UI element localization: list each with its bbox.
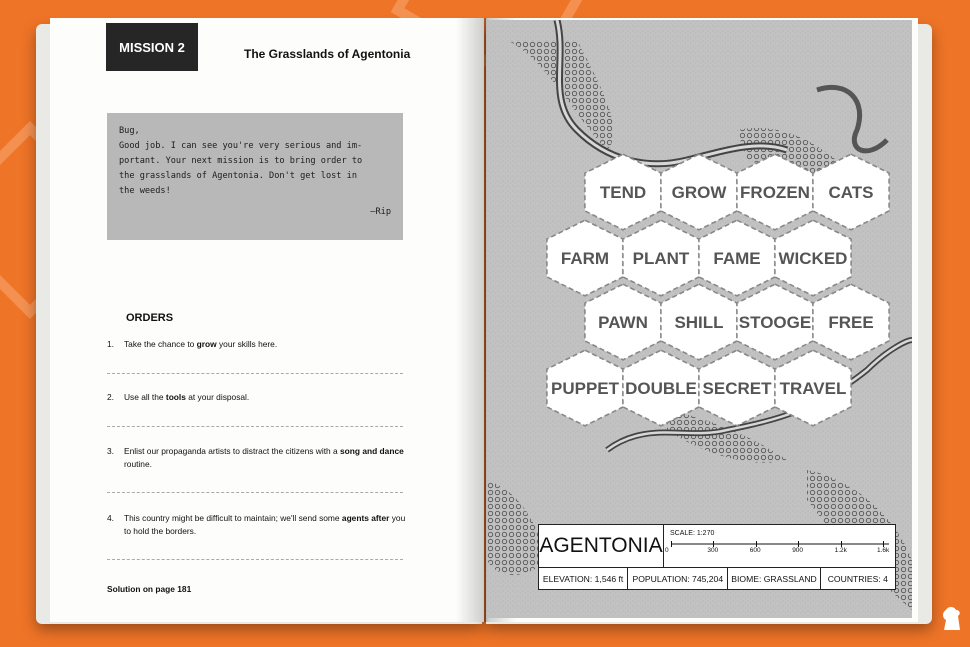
map-legend — [538, 524, 896, 590]
letter-box — [107, 113, 403, 240]
mission-title: The Grasslands of Agentonia — [244, 47, 411, 61]
letter-line: Good job. I can see you're very serious and im- — [119, 141, 363, 151]
order-keyword: tools — [165, 392, 186, 402]
order-number: 4. — [107, 513, 114, 523]
letter-line: Bug, — [119, 126, 140, 136]
answer-line — [107, 559, 403, 560]
hex-word: FAME — [713, 249, 761, 268]
hex-word: SHILL — [674, 313, 724, 332]
hex-word: STOOGE — [738, 313, 812, 332]
legend-scale-label: SCALE: 1:270 — [670, 530, 715, 537]
legend-countries: COUNTRIES: 4 — [827, 574, 888, 584]
scale-tick — [671, 541, 672, 547]
order-number: 3. — [107, 446, 114, 456]
order-item — [107, 391, 407, 404]
answer-line — [107, 492, 403, 493]
hex-word: TRAVEL — [779, 379, 847, 398]
hex-word: DOUBLE — [625, 379, 697, 398]
legend-country-name: AGENTONIA — [539, 525, 664, 567]
order-keyword: song and dance — [340, 446, 404, 456]
hex-word: PLANT — [632, 249, 690, 268]
hex-word: GROW — [671, 183, 727, 202]
mission-label: MISSION 2 — [106, 23, 198, 71]
letter-line: the grasslands of Agentonia. Don't get lost in — [119, 171, 357, 181]
hex-word: FROZEN — [740, 183, 810, 202]
solution-reference: Solution on page 181 — [107, 584, 192, 594]
legend-population: POPULATION: 745,204 — [628, 568, 728, 590]
hex-word: CATS — [828, 183, 874, 202]
orders-heading: ORDERS — [126, 312, 174, 324]
answer-line — [107, 373, 403, 374]
order-number: 2. — [107, 392, 114, 402]
order-text: Take the chance to — [124, 339, 197, 349]
hex-word: SECRET — [702, 379, 772, 398]
letter-line: the weeds! — [119, 186, 171, 196]
order-text: your skills here. — [216, 339, 278, 349]
order-number: 1. — [107, 339, 114, 349]
scale-tick-label: 600 — [749, 547, 761, 554]
scale-tick-label: 1.6k — [877, 547, 890, 554]
scale-tick-label: 1.2k — [834, 547, 847, 554]
scale-tick-label: 300 — [707, 547, 719, 554]
answer-line — [107, 426, 403, 427]
order-text: Use all the — [124, 392, 166, 402]
order-keyword: agents after — [341, 513, 390, 523]
legend-biome: BIOME: GRASSLAND — [728, 568, 820, 590]
legend-elevation: ELEVATION: 1,546 ft — [539, 568, 628, 590]
hex-word: WICKED — [778, 249, 848, 268]
hex-word: FREE — [828, 313, 874, 332]
legend-scale-bar — [667, 539, 893, 549]
hex-word: PUPPET — [550, 379, 620, 398]
letter-signature: —Rip — [370, 207, 391, 217]
order-text: at your disposal. — [185, 392, 250, 402]
hex-word: PAWN — [598, 313, 648, 332]
order-item — [107, 445, 407, 471]
scale-tick-label: 0 — [665, 547, 669, 554]
order-text: This country might be difficult to maintain; we'll send some — [124, 513, 342, 523]
order-text: you to hold the borders. — [124, 513, 406, 536]
hex-word: TEND — [599, 183, 647, 202]
order-text: routine. — [124, 459, 152, 469]
letter-line: portant. Your next mission is to bring order to — [119, 156, 363, 166]
left-page — [50, 18, 484, 622]
scale-tick-label: 900 — [792, 547, 804, 554]
publisher-logo-icon — [940, 604, 962, 632]
hex-word: FARM — [560, 249, 610, 268]
order-item — [107, 512, 407, 538]
order-text: Enlist our propaganda artists to distract the citizens with a — [124, 446, 340, 456]
order-item — [107, 338, 407, 351]
order-keyword: grow — [196, 339, 217, 349]
legend-stats — [539, 567, 895, 590]
